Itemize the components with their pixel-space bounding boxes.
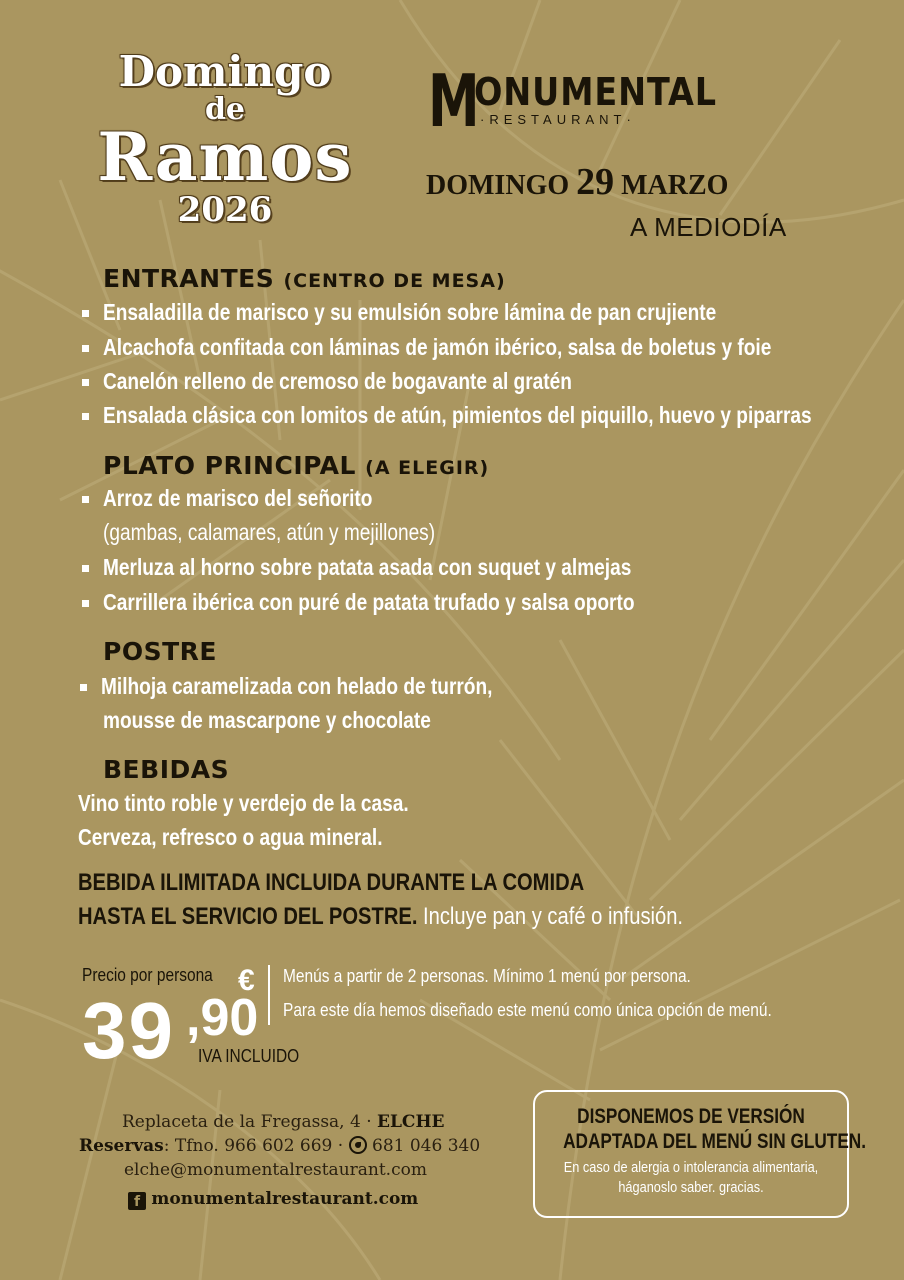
bullet-icon <box>82 565 89 572</box>
section-principal-subtitle: (A ELEGIR) <box>365 457 490 479</box>
section-entrantes-subtitle: (CENTRO DE MESA) <box>283 270 506 292</box>
email-link[interactable]: elche@monumentalrestaurant.com <box>124 1160 427 1180</box>
price-tax-note: IVA INCLUIDO <box>198 1046 300 1066</box>
price-label: Precio por persona <box>82 965 213 985</box>
price-integer: 39 <box>82 986 175 1075</box>
date-day-label: DOMINGO <box>426 170 570 201</box>
city: ELCHE <box>377 1112 445 1132</box>
event-title <box>70 48 380 230</box>
phone-number: : Tfno. 966 602 669 · <box>163 1136 344 1156</box>
title-line-3: Ramos <box>97 118 353 196</box>
drinks-line: Vino tinto roble y verdejo de la casa. <box>78 790 409 816</box>
address: Replaceta de la Fregassa, 4 · <box>122 1112 372 1132</box>
gluten-free-notice <box>533 1090 867 1218</box>
menu-item: Merluza al horno sobre patata asada con suquet y almejas <box>103 554 632 580</box>
section-entrantes-title: ENTRANTES <box>103 264 275 293</box>
facebook-line <box>128 1189 418 1210</box>
unlimited-drinks-line-1: BEBIDA ILIMITADA INCLUIDA DURANTE LA COMIDA <box>78 869 585 896</box>
section-bebidas-title: BEBIDAS <box>103 755 230 784</box>
drinks-line: Cerveza, refresco o agua mineral. <box>78 824 383 850</box>
section-entrantes-heading <box>103 264 506 293</box>
menu-item-detail: (gambas, calamares, atún y mejillones) <box>103 519 436 545</box>
facebook-icon: f <box>128 1192 146 1210</box>
title-year: 2026 <box>177 190 273 230</box>
bullet-icon <box>82 379 89 386</box>
menu-item: Canelón relleno de cremoso de bogavante al gratén <box>103 368 572 394</box>
event-date <box>426 160 728 204</box>
price-note-2: Para este día hemos diseñado este menú como única opción de menú. <box>283 1000 772 1020</box>
reservations-line <box>79 1136 480 1156</box>
menu-item: Milhoja caramelizada con helado de turrón, <box>101 673 493 699</box>
price-decimal: ,90 <box>186 989 259 1047</box>
gluten-note-line-1: En caso de alergia o intolerancia alimentaria, <box>563 1159 819 1176</box>
gluten-note-line-2: háganoslo saber. gracias. <box>618 1179 764 1196</box>
menu-item: Ensaladilla de marisco y su emulsión sobre lámina de pan crujiente <box>103 299 717 325</box>
date-month: MARZO <box>621 170 729 201</box>
menu-item: Alcachofa confitada con láminas de jamón ibérico, salsa de boletus y foie <box>103 334 772 360</box>
reservas-label: Reservas <box>79 1136 164 1156</box>
bullet-icon <box>82 413 89 420</box>
unlimited-drinks-line-2 <box>78 903 683 931</box>
price-note-1: Menús a partir de 2 personas. Mínimo 1 menú por persona. <box>283 966 691 986</box>
logo-wordmark: ONUMENTAL <box>474 70 718 114</box>
facebook-link[interactable]: monumentalrestaurant.com <box>151 1189 419 1209</box>
bullet-icon <box>82 496 89 503</box>
currency-symbol: € <box>238 964 255 997</box>
event-time: A MEDIODÍA <box>630 212 787 242</box>
section-postre-title: POSTRE <box>103 637 217 666</box>
menu-item: Arroz de marisco del señorito <box>103 485 373 511</box>
title-line-1: Domingo <box>118 47 332 96</box>
menu-item: Carrillera ibérica con puré de patata trufado y salsa oporto <box>103 589 635 615</box>
date-day-number: 29 <box>576 161 615 203</box>
gluten-title-line-2: ADAPTADA DEL MENÚ SIN GLUTEN. <box>563 1130 867 1153</box>
gluten-title-line-1: DISPONEMOS DE VERSIÓN <box>577 1105 805 1128</box>
bullet-icon <box>82 310 89 317</box>
whatsapp-number[interactable]: 681 046 340 <box>372 1136 481 1156</box>
section-principal-title: PLATO PRINCIPAL <box>103 451 356 480</box>
bullet-icon <box>82 345 89 352</box>
bullet-icon <box>80 684 87 691</box>
bullet-icon <box>82 600 89 607</box>
menu-item: mousse de mascarpone y chocolate <box>103 707 431 733</box>
price-divider <box>268 965 270 1025</box>
section-principal-heading <box>103 451 489 480</box>
unlimited-drinks-extra: Incluye pan y café o infusión. <box>423 903 684 930</box>
logo-initial: M <box>428 59 480 143</box>
unlimited-drinks-bold: HASTA EL SERVICIO DEL POSTRE. <box>78 903 418 930</box>
menu-item: Ensalada clásica con lomitos de atún, pimientos del piquillo, huevo y piparras <box>103 402 812 428</box>
title-line-2: de <box>204 92 246 127</box>
whatsapp-icon <box>349 1136 367 1154</box>
logo-subtitle: ·RESTAURANT· <box>480 112 636 127</box>
address-line <box>122 1112 444 1132</box>
